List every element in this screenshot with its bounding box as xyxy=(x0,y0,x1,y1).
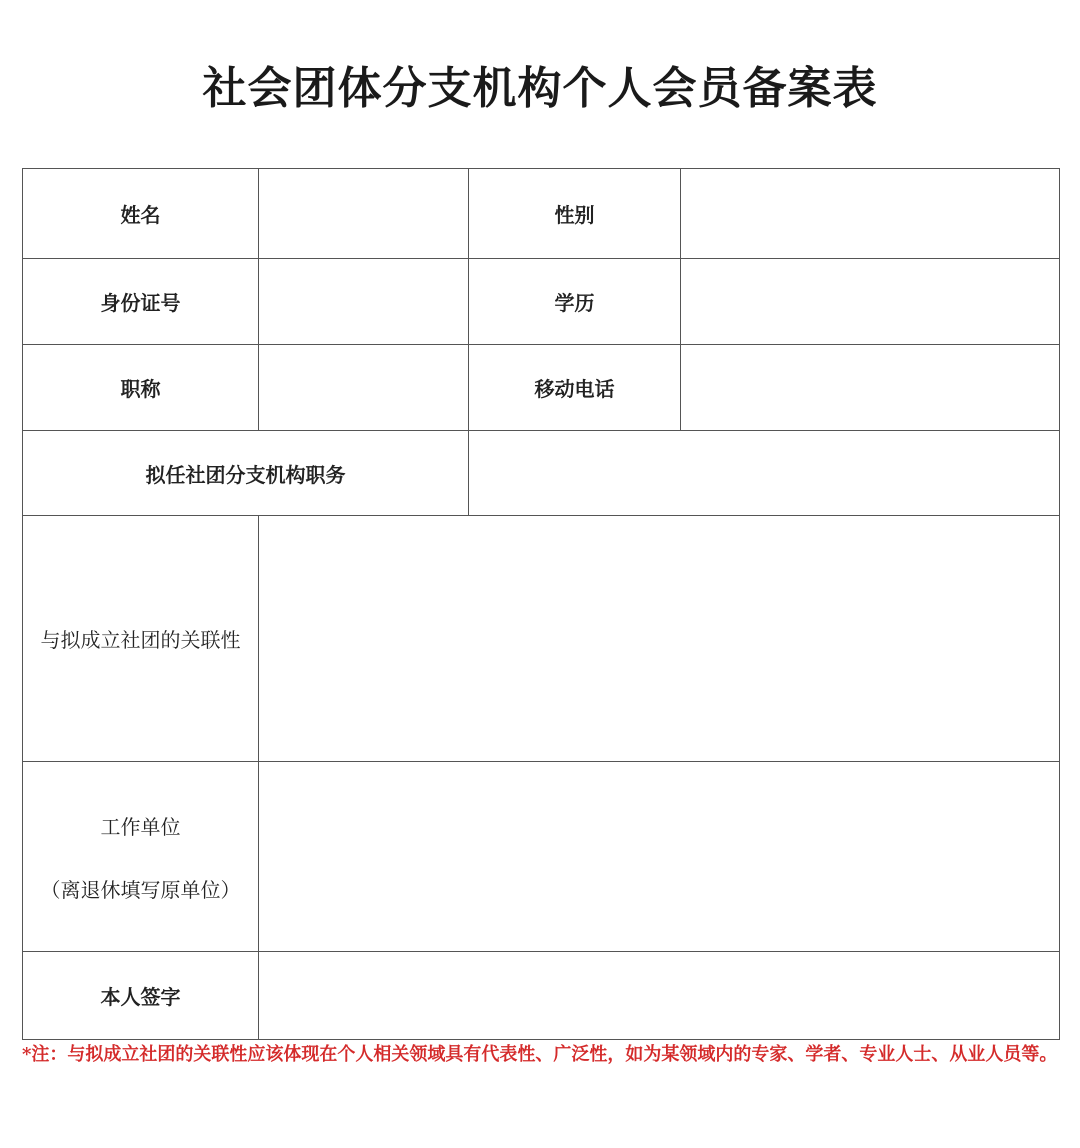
gender-label: 性别 xyxy=(469,169,681,259)
work-unit-field[interactable] xyxy=(259,762,1060,952)
registration-form-table xyxy=(22,168,1060,1040)
page-title: 社会团体分支机构个人会员备案表 xyxy=(202,63,878,114)
footnote: *注：与拟成立社团的关联性应该体现在个人相关领域具有代表性、广泛性，如为某领域内的专家、学者、专业人士、从业人员等。 xyxy=(22,1044,1058,1065)
education-field[interactable] xyxy=(681,259,1060,345)
form-row-work-unit xyxy=(23,762,1060,952)
form-row-position xyxy=(23,431,1060,516)
mobile-label: 移动电话 xyxy=(469,345,681,431)
position-field[interactable] xyxy=(469,431,1060,516)
education-label: 学历 xyxy=(469,259,681,345)
signature-field[interactable] xyxy=(259,952,1060,1040)
name-label: 姓名 xyxy=(23,169,259,259)
work-unit-label-cell xyxy=(23,762,259,952)
work-unit-label: 工作单位 xyxy=(100,814,181,839)
name-field[interactable] xyxy=(259,169,469,259)
form-row-title-mobile xyxy=(23,345,1060,431)
form-row-signature xyxy=(23,952,1060,1040)
form-row-relevance xyxy=(23,516,1060,762)
job-title-field[interactable] xyxy=(259,345,469,431)
form-row-id-education xyxy=(23,259,1060,345)
form-row-name-gender xyxy=(23,169,1060,259)
mobile-field[interactable] xyxy=(681,345,1060,431)
position-label: 拟任社团分支机构职务 xyxy=(23,431,469,516)
signature-label: 本人签字 xyxy=(23,952,259,1040)
work-unit-sublabel: （离退休填写原单位） xyxy=(40,877,241,902)
relevance-field[interactable] xyxy=(259,516,1060,762)
id-number-label: 身份证号 xyxy=(23,259,259,345)
job-title-label: 职称 xyxy=(23,345,259,431)
gender-field[interactable] xyxy=(681,169,1060,259)
id-number-field[interactable] xyxy=(259,259,469,345)
relevance-label: 与拟成立社团的关联性 xyxy=(23,516,259,762)
